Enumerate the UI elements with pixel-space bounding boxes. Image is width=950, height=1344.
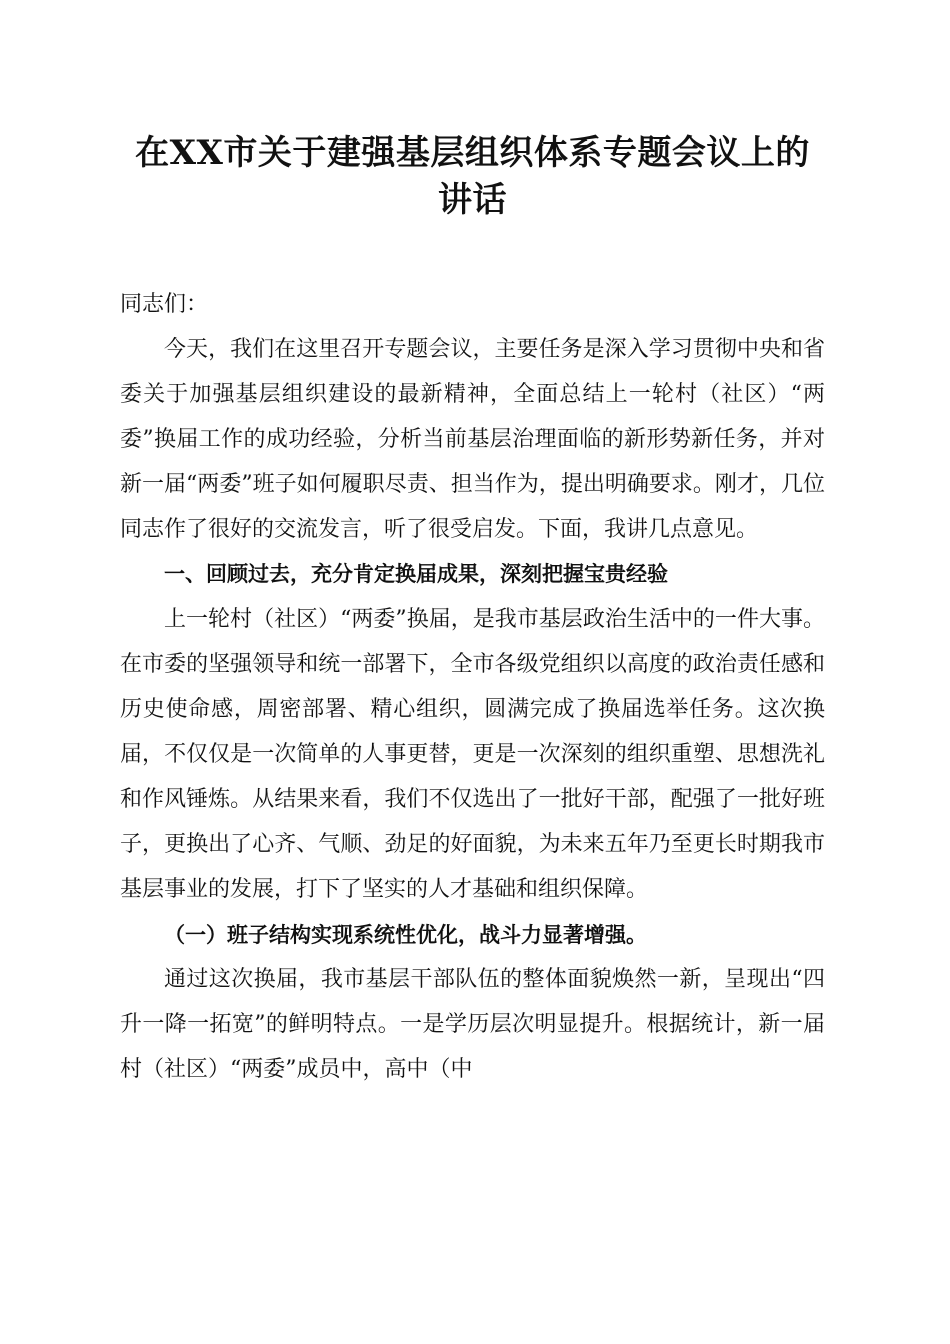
document-page	[120, 130, 825, 1092]
document-title: 在XX市关于建强基层组织体系专题会议上的讲话	[135, 133, 810, 220]
section-1-heading: 一、回顾过去，充分肯定换届成果，深刻把握宝贵经验	[164, 562, 668, 586]
intro-paragraph: 今天，我们在这里召开专题会议，主要任务是深入学习贯彻中央和省委关于加强基层组织建设的最新精神，全面总结上一轮村（社区）“两委”换届工作的成功经验，分析当前基层治理面临的新形势新任务，并对新一届“两委”班子如何履职尽责、担当作为，提出明确要求。刚才，几位同志作了很好的交流发言，听了很受启发。下面，我讲几点意见。	[120, 337, 825, 542]
section-1-paragraph: 上一轮村（社区）“两委”换届，是我市基层政治生活中的一件大事。在市委的坚强领导和统一部署下，全市各级党组织以高度的政治责任感和历史使命感，周密部署、精心组织，圆满完成了换届选举任务。这次换届，不仅仅是一次简单的人事更替，更是一次深刻的组织重塑、思想洗礼和作风锤炼。从结果来看，我们不仅选出了一批好干部，配强了一批好班子，更换出了心齐、气顺、劲足的好面貌，为未来五年乃至更长时期我市基层事业的发展，打下了坚实的人才基础和组织保障。	[120, 607, 825, 902]
salutation: 同志们：	[120, 292, 209, 317]
subsection-1-heading: （一）班子结构实现系统性优化，战斗力显著增强。	[164, 922, 647, 947]
subsection-1-paragraph: 通过这次换届，我市基层干部队伍的整体面貌焕然一新，呈现出“四升一降一拓宽”的鲜明特点。一是学历层次明显提升。根据统计，新一届村（社区）“两委”成员中，高中（中	[120, 967, 825, 1082]
